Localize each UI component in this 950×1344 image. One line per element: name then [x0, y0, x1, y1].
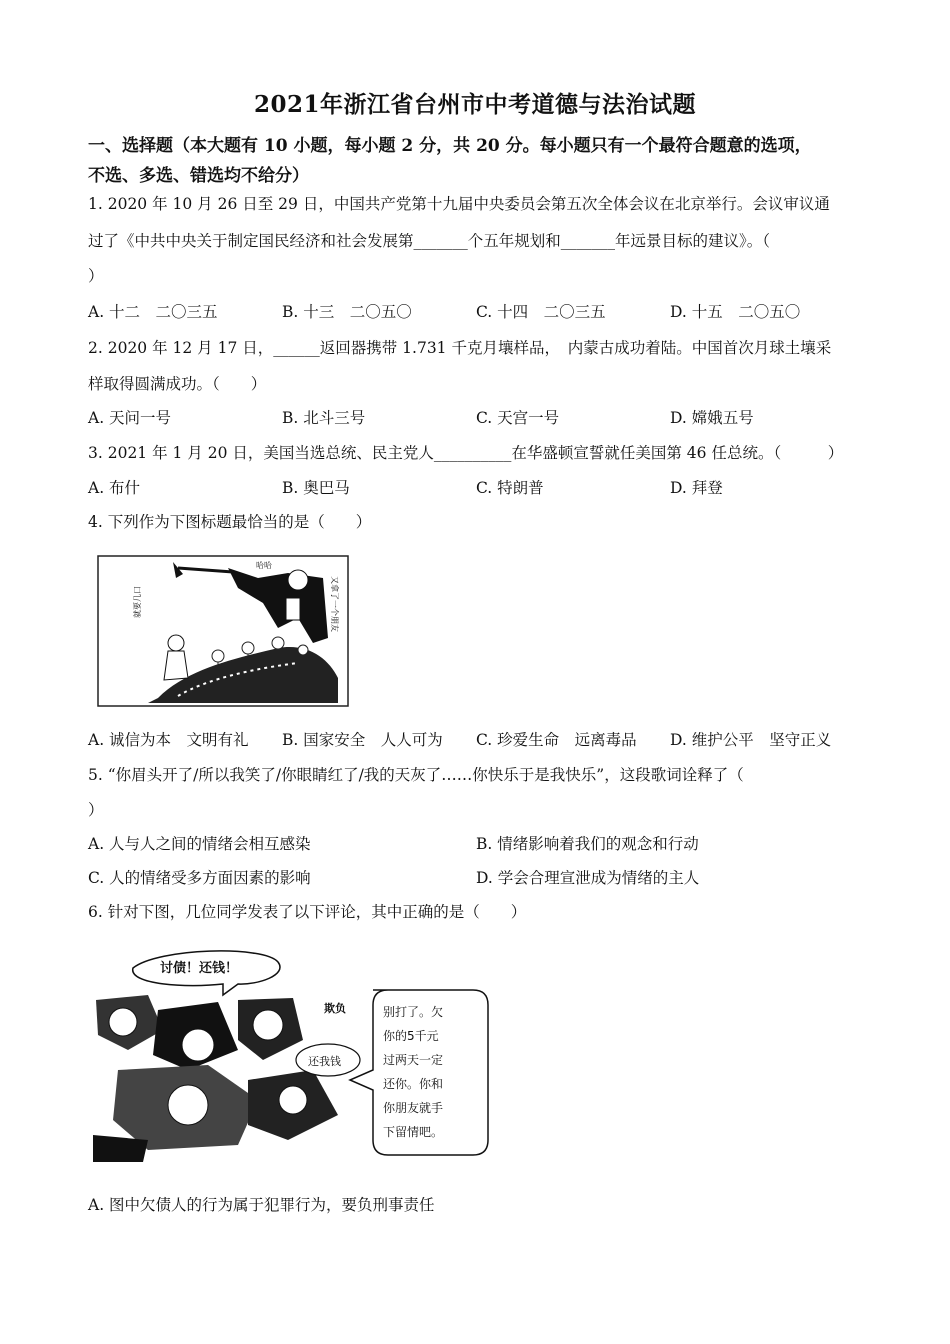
q4-person-body	[164, 651, 188, 680]
q5-option-c: C. 人的情绪受多方面因素的影响	[88, 869, 311, 887]
q6-small-bubble-text: 还我钱	[308, 1055, 341, 1068]
q4-caption-top: 哈哈	[256, 561, 272, 570]
q6-speech-line-6: 下留情吧。	[383, 1125, 444, 1139]
q2-stem-line1: 2. 2020 年 12 月 17 日，______返回器携带 1.731 千克月壤样品， 内蒙古成功着陆。中国首次月球土壤采	[88, 339, 832, 357]
q6-speech-line-1: 别打了。欠	[383, 1005, 444, 1019]
q6-crowd	[93, 995, 338, 1162]
q4-cartoon-svg	[88, 548, 358, 713]
q1-stem-line1: 1. 2020 年 10 月 26 日至 29 日，中国共产党第十九届中央委员会第五次全体会议在北京举行。会议审议通	[88, 195, 830, 213]
q3-option-b: B. 奥巴马	[282, 479, 350, 497]
q3-option-c: C. 特朗普	[476, 479, 544, 497]
q6-option-a: A. 图中欠债人的行为属于犯罪行为，要负刑事责任	[88, 1196, 435, 1214]
q6-speech-line-4: 还你。你和	[383, 1077, 444, 1091]
q6-speech-line-3: 过两天一定	[383, 1053, 444, 1067]
q4-option-b: B. 国家安全 人人可为	[282, 731, 443, 749]
q1-option-d: D. 十五 二〇五〇	[670, 303, 801, 321]
q5-stem-line1: 5. “你眉头开了/所以我笑了/你眼睛红了/我的天灰了……你快乐于是我快乐”，这段歌词诠释了（	[88, 766, 744, 784]
q4-option-d: D. 维护公平 坚守正义	[670, 731, 832, 749]
q1-option-b: B. 十三 二〇五〇	[282, 303, 412, 321]
q5-stem-line2: ）	[88, 801, 104, 819]
q2-option-b: B. 北斗三号	[282, 409, 366, 427]
q5-option-b: B. 情绪影响着我们的观念和行动	[476, 835, 699, 853]
q6-cartoon-figure	[88, 940, 498, 1162]
q2-option-a: A. 天问一号	[88, 409, 172, 427]
section-header-line2: 不选、多选、错选均不给分）	[88, 166, 309, 186]
q6-stem-line1: 6. 针对下图，几位同学发表了以下评论，其中正确的是（ ）	[88, 903, 527, 921]
q4-person-head	[168, 635, 184, 651]
q3-option-d: D. 拜登	[670, 479, 723, 497]
q6-shout-text: 讨债！还钱！	[160, 961, 239, 976]
q6-speech-line-5: 你朋友就手	[383, 1101, 444, 1115]
q4-caption-left: 就要几口	[133, 586, 142, 618]
q4-stem-line1: 4. 下列作为下图标题最恰当的是（ ）	[88, 513, 372, 531]
q4-figure-face	[288, 570, 308, 590]
section-header-line1: 一、选择题（本大题有 10 小题，每小题 2 分，共 20 分。每小题只有一个最符合题意的选项，	[88, 136, 812, 156]
q3-option-a: A. 布什	[88, 479, 141, 497]
q6-speech-line-2: 你的5千元	[383, 1029, 439, 1043]
q6-cartoon-svg	[88, 940, 498, 1162]
q4-caption-right: 又拿了一个朋友	[330, 576, 339, 632]
q4-option-c: C. 珍爱生命 远离毒品	[476, 731, 637, 749]
q1-option-c: C. 十四 二〇三五	[476, 303, 606, 321]
q4-option-a: A. 诚信为本 文明有礼	[88, 731, 249, 749]
q3-stem-line1: 3. 2021 年 1 月 20 日，美国当选总统、民主党人__________在华盛顿宣誓就任美国第 46 任总统。（ ）	[88, 444, 844, 462]
q2-stem-line2: 样取得圆满成功。（ ）	[88, 375, 267, 393]
q1-stem-line2: 过了《中共中央关于制定国民经济和社会发展第_______个五年规划和_______年远景目标的建议》。（	[88, 232, 771, 250]
q2-option-c: C. 天宫一号	[476, 409, 560, 427]
q4-figure-sign	[286, 598, 300, 620]
q5-option-d: D. 学会合理宣泄成为情绪的主人	[476, 869, 700, 887]
q6-label-text: 欺负	[324, 1002, 346, 1015]
q1-option-a: A. 十二 二〇三五	[88, 303, 218, 321]
q4-cartoon-figure	[88, 548, 358, 713]
page-title: 2021年浙江省台州市中考道德与法治试题	[253, 91, 696, 118]
q5-option-a: A. 人与人之间的情绪会相互感染	[88, 835, 311, 853]
q1-stem-line3: ）	[88, 267, 104, 285]
q2-option-d: D. 嫦娥五号	[670, 409, 754, 427]
